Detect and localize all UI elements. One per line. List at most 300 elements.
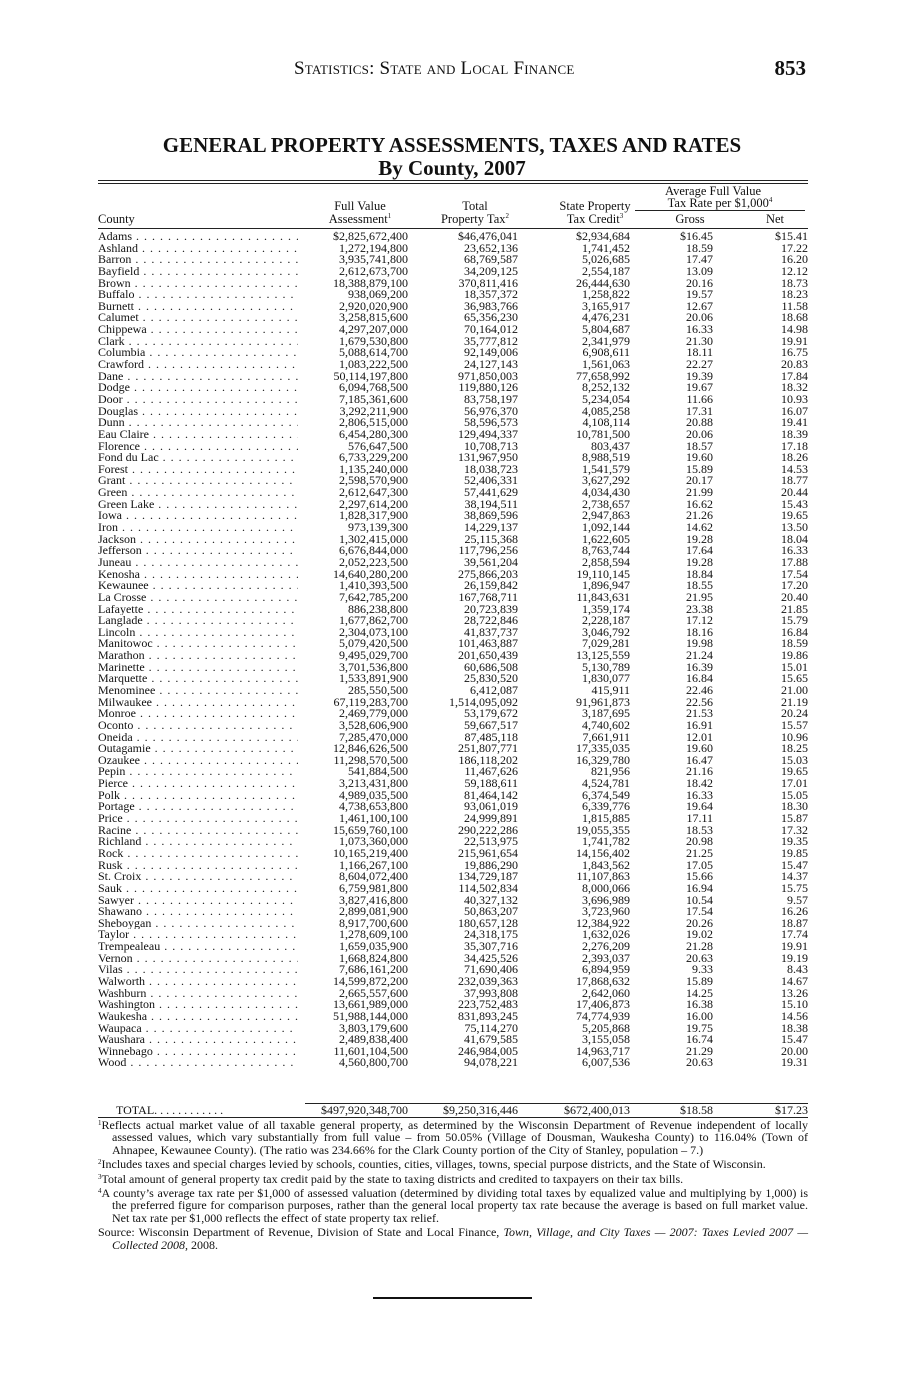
title-line-1: GENERAL PROPERTY ASSESSMENTS, TAXES AND RATES bbox=[162, 133, 742, 157]
net-rate-cell: 17.18 bbox=[781, 438, 808, 453]
net-rate-cell: 15.43 bbox=[781, 496, 808, 511]
county-name: Bayfield . . . bbox=[98, 266, 298, 278]
net-rate-cell: 18.23 bbox=[781, 287, 808, 302]
gross-rate-cell: 15.89 bbox=[686, 974, 713, 988]
net-rate-cell: 18.77 bbox=[781, 473, 808, 488]
full-value-cell: 1,677,862,700 bbox=[339, 613, 408, 628]
county-name: Langlade . . . bbox=[98, 615, 298, 627]
full-value-cell: 14,640,280,200 bbox=[333, 566, 408, 581]
property-tax-cell: 56,976,370 bbox=[464, 403, 518, 418]
tax-credit-cell: 1,830,077 bbox=[582, 671, 630, 686]
gross-rate-cell: 21.25 bbox=[686, 845, 713, 860]
property-tax-cell: 35,307,716 bbox=[464, 939, 518, 954]
property-tax-cell: 70,164,012 bbox=[464, 322, 518, 337]
county-name: Washington . . . bbox=[98, 999, 298, 1011]
tax-credit-cell: 1,632,026 bbox=[582, 927, 630, 942]
table-row bbox=[98, 1057, 808, 1069]
county-name: Dane . . . bbox=[98, 371, 298, 383]
gross-rate-cell: 18.84 bbox=[686, 566, 713, 581]
full-value-cell: 11,298,570,500 bbox=[333, 752, 408, 767]
tax-credit-cell: 2,554,187 bbox=[582, 263, 630, 278]
tax-credit-cell: 803,437 bbox=[591, 438, 630, 453]
property-tax-cell: 81,464,142 bbox=[464, 787, 518, 802]
total-full-value: $497,920,348,700 bbox=[321, 1103, 408, 1117]
net-rate-cell: 9.57 bbox=[787, 892, 808, 907]
full-value-cell: 6,759,981,800 bbox=[339, 880, 408, 895]
property-tax-cell: 58,596,573 bbox=[464, 415, 518, 430]
full-value-cell: 1,278,609,100 bbox=[339, 927, 408, 942]
full-value-cell: $2,825,672,400 bbox=[333, 229, 408, 243]
gross-rate-cell: 16.94 bbox=[686, 880, 713, 895]
gross-rate-cell: 13.09 bbox=[686, 263, 713, 278]
county-name: Florence . . . bbox=[98, 441, 298, 453]
county-name: Eau Claire . . . bbox=[98, 429, 298, 441]
county-name: Burnett . . . bbox=[98, 301, 298, 313]
full-value-header-1: Full Value bbox=[334, 199, 386, 213]
gross-rate-cell: 19.02 bbox=[686, 927, 713, 942]
property-tax-cell: 59,188,611 bbox=[464, 776, 518, 791]
full-value-cell: 1,659,035,900 bbox=[339, 939, 408, 954]
tax-credit-cell: 4,034,430 bbox=[582, 485, 630, 500]
gross-rate-cell: 21.28 bbox=[686, 939, 713, 954]
net-rate-cell: 16.07 bbox=[781, 403, 808, 418]
county-name: Walworth . . . bbox=[98, 976, 298, 988]
property-tax-cell: 87,485,118 bbox=[464, 729, 518, 744]
property-tax-cell: 41,837,737 bbox=[464, 624, 518, 639]
full-value-cell: 3,803,179,600 bbox=[339, 1020, 408, 1035]
page-number: 853 bbox=[774, 56, 806, 80]
county-name: Marathon . . . bbox=[98, 650, 298, 662]
property-tax-cell: 251,807,771 bbox=[458, 741, 518, 756]
gross-rate-cell: 14.25 bbox=[686, 985, 713, 1000]
county-name: Sheboygan . . . bbox=[98, 918, 298, 930]
full-value-cell: 2,612,673,700 bbox=[339, 263, 408, 278]
property-tax-cell: 57,441,629 bbox=[464, 485, 518, 500]
net-rate-cell: 17.01 bbox=[781, 776, 808, 791]
gross-rate-cell: 19.75 bbox=[686, 1020, 713, 1035]
footnote-4: $^4$A county’s average tax rate per $1,000 of assessed valuation (determined by dividing total taxes by equalized value and multiplying by 1,000) is the preferred figure for comparison purposes, rather than the general local property tax rate because the average is based on full market value. Net tax rate per $1,000 reflects the effect of state property tax relief. bbox=[98, 1186, 808, 1225]
gross-rate-cell: 22.56 bbox=[686, 694, 713, 709]
full-value-cell: 2,469,779,000 bbox=[339, 706, 408, 721]
tax-credit-cell: 6,007,536 bbox=[582, 1055, 630, 1070]
full-value-cell: 1,679,530,800 bbox=[339, 333, 408, 348]
full-value-cell: 6,454,280,300 bbox=[339, 426, 408, 441]
full-value-cell: 5,079,420,500 bbox=[339, 636, 408, 651]
net-rate-cell: 15.47 bbox=[781, 1032, 808, 1047]
credit-header-1: State Property bbox=[559, 199, 631, 213]
property-tax-cell: 134,729,187 bbox=[458, 869, 518, 884]
full-value-cell: 1,828,317,900 bbox=[339, 508, 408, 523]
county-name: Kewaunee . . . bbox=[98, 580, 298, 592]
county-header: County bbox=[98, 212, 135, 226]
full-value-cell: 4,989,035,500 bbox=[339, 787, 408, 802]
gross-rate-cell: 22.46 bbox=[686, 682, 713, 697]
county-name: Pierce . . . bbox=[98, 778, 298, 790]
county-name: Ashland . . . bbox=[98, 243, 298, 255]
tax-credit-cell: 2,228,187 bbox=[582, 613, 630, 628]
county-name: Wood . . . bbox=[98, 1057, 298, 1069]
full-value-cell: 886,238,800 bbox=[348, 601, 408, 616]
gross-rate-cell: 20.06 bbox=[686, 426, 713, 441]
full-value-cell: 4,297,207,000 bbox=[339, 322, 408, 337]
net-rate-cell: 17.74 bbox=[781, 927, 808, 942]
net-rate-cell: 17.54 bbox=[781, 566, 808, 581]
property-tax-cell: 36,983,766 bbox=[464, 298, 518, 313]
full-value-cell: 51,988,144,000 bbox=[333, 1008, 408, 1023]
gross-rate-cell: 17.11 bbox=[686, 811, 713, 826]
gross-rate-cell: 20.63 bbox=[686, 1055, 713, 1070]
property-tax-cell: 71,690,406 bbox=[464, 962, 518, 977]
property-tax-cell: 180,657,128 bbox=[458, 915, 518, 930]
footnote-3: $^3$Total amount of general property tax credit paid by the state to taxing districts and credited to taxpayers on their tax bills. bbox=[98, 1171, 684, 1186]
net-rate-cell: 13.26 bbox=[781, 985, 808, 1000]
gross-rate-cell: 18.59 bbox=[686, 240, 713, 255]
footnote-1: $^1$Reflects actual market value of all taxable general property, as determined by the Wisconsin Department of Revenue independent of locally assessed values, which vary substantially from full value – from 50.05% (Village of Dousman, Waukesha County) to 116.04% (Town of Ahnapee, Kewaunee County). (The ratio was 234.66% for the Clark County portion of the City of Stanley, population – 7.) bbox=[98, 1118, 808, 1157]
property-tax-cell: 94,078,221 bbox=[464, 1055, 518, 1070]
full-value-cell: 2,297,614,200 bbox=[339, 496, 408, 511]
tax-credit-cell: 2,858,594 bbox=[582, 554, 630, 569]
full-value-cell: 7,642,785,200 bbox=[339, 589, 408, 604]
gross-rate-cell: 16.33 bbox=[686, 787, 713, 802]
full-value-cell: 1,083,222,500 bbox=[339, 357, 408, 372]
net-rate-cell: 20.24 bbox=[781, 706, 808, 721]
tax-credit-cell: 3,155,058 bbox=[582, 1032, 630, 1047]
property-tax-cell: 24,318,175 bbox=[464, 927, 518, 942]
full-value-cell: 6,676,844,000 bbox=[339, 543, 408, 558]
property-tax-cell: 290,222,286 bbox=[458, 822, 518, 837]
net-rate-cell: 17.32 bbox=[781, 822, 808, 837]
county-name: Menominee . . . bbox=[98, 685, 298, 697]
full-value-cell: 1,073,360,000 bbox=[339, 834, 408, 849]
full-value-cell: 13,661,989,000 bbox=[333, 997, 408, 1012]
net-header: Net bbox=[765, 212, 785, 226]
property-tax-cell: 101,463,887 bbox=[458, 636, 518, 651]
tax-credit-cell: 5,234,054 bbox=[582, 391, 630, 406]
full-value-cell: 285,550,500 bbox=[348, 682, 408, 697]
full-value-cell: 3,258,815,600 bbox=[339, 310, 408, 325]
gross-rate-cell: 16.33 bbox=[686, 322, 713, 337]
gross-rate-cell: 18.53 bbox=[686, 822, 713, 837]
net-rate-cell: 16.75 bbox=[781, 345, 808, 360]
full-value-cell: 3,827,416,800 bbox=[339, 892, 408, 907]
net-rate-cell: 14.98 bbox=[781, 322, 808, 337]
net-rate-cell: 18.68 bbox=[781, 310, 808, 325]
tax-credit-cell: 4,524,781 bbox=[582, 776, 630, 791]
running-header bbox=[98, 56, 806, 82]
tax-credit-cell: 17,335,035 bbox=[576, 741, 630, 756]
net-rate-cell: 15.75 bbox=[781, 880, 808, 895]
county-name: Sawyer . . . bbox=[98, 895, 298, 907]
gross-rate-cell: 9.33 bbox=[692, 962, 713, 977]
tax-credit-cell: 6,374,549 bbox=[582, 787, 630, 802]
county-name: Brown . . . bbox=[98, 278, 298, 290]
total-property-tax: $9,250,316,446 bbox=[443, 1103, 518, 1117]
county-name: Vernon . . . bbox=[98, 953, 298, 965]
county-name: Kenosha . . . bbox=[98, 569, 298, 581]
property-tax-cell: 52,406,331 bbox=[464, 473, 518, 488]
tax-credit-cell: 5,026,685 bbox=[582, 252, 630, 267]
gross-rate-cell: 19.98 bbox=[686, 636, 713, 651]
net-rate-cell: 20.83 bbox=[781, 357, 808, 372]
net-rate-cell: 15.05 bbox=[781, 787, 808, 802]
net-rate-cell: 13.50 bbox=[781, 520, 808, 535]
tax-credit-cell: 5,804,687 bbox=[582, 322, 630, 337]
gross-rate-cell: 21.95 bbox=[686, 589, 713, 604]
tax-credit-cell: 821,956 bbox=[591, 764, 630, 779]
net-rate-cell: 16.84 bbox=[781, 624, 808, 639]
county-name: Douglas . . . bbox=[98, 406, 298, 418]
gross-rate-cell: 14.62 bbox=[686, 520, 713, 535]
property-tax-cell: 22,513,975 bbox=[464, 834, 518, 849]
county-name: Calumet . . . bbox=[98, 312, 298, 324]
full-value-cell: 2,665,557,600 bbox=[339, 985, 408, 1000]
tax-credit-cell: 3,627,292 bbox=[582, 473, 630, 488]
gross-rate-cell: 19.64 bbox=[686, 799, 713, 814]
net-rate-cell: 18.25 bbox=[781, 741, 808, 756]
tax-credit-cell: 11,107,863 bbox=[576, 869, 630, 884]
net-rate-cell: 18.30 bbox=[781, 799, 808, 814]
gross-rate-cell: 18.42 bbox=[686, 776, 713, 791]
property-tax-cell: 14,229,137 bbox=[464, 520, 518, 535]
county-name: Marinette . . . bbox=[98, 662, 298, 674]
county-name: Dodge . . . bbox=[98, 382, 298, 394]
property-tax-cell: 246,984,005 bbox=[458, 1043, 518, 1058]
tax-credit-cell: 8,988,519 bbox=[582, 450, 630, 465]
county-name: Price . . . bbox=[98, 813, 298, 825]
gross-rate-cell: 20.06 bbox=[686, 310, 713, 325]
property-tax-cell: 34,209,125 bbox=[464, 263, 518, 278]
property-tax-cell: 34,425,526 bbox=[464, 950, 518, 965]
total-net: $17.23 bbox=[775, 1103, 808, 1117]
net-rate-cell: 21.19 bbox=[781, 694, 808, 709]
net-rate-cell: 20.40 bbox=[781, 589, 808, 604]
net-rate-cell: 15.65 bbox=[781, 671, 808, 686]
property-tax-cell: 24,127,143 bbox=[464, 357, 518, 372]
gross-rate-cell: 16.84 bbox=[686, 671, 713, 686]
tax-credit-cell: 5,205,868 bbox=[582, 1020, 630, 1035]
full-value-cell: 2,052,223,500 bbox=[339, 554, 408, 569]
full-value-cell: 1,302,415,000 bbox=[339, 531, 408, 546]
property-tax-cell: 38,194,511 bbox=[464, 496, 518, 511]
gross-rate-cell: 23.38 bbox=[686, 601, 713, 616]
property-tax-cell: 75,114,270 bbox=[464, 1020, 518, 1035]
county-name: Juneau . . . bbox=[98, 557, 298, 569]
full-value-header-2: Assessment$^1$ bbox=[328, 212, 392, 226]
tax-credit-cell: 2,276,209 bbox=[582, 939, 630, 954]
gross-rate-cell: 22.27 bbox=[686, 357, 713, 372]
full-value-cell: 973,139,300 bbox=[348, 520, 408, 535]
full-value-cell: 7,285,470,000 bbox=[339, 729, 408, 744]
net-rate-cell: 19.85 bbox=[781, 845, 808, 860]
net-rate-cell: 18.38 bbox=[781, 1020, 808, 1035]
gross-rate-cell: 19.60 bbox=[686, 450, 713, 465]
net-rate-cell: 8.43 bbox=[787, 962, 808, 977]
property-tax-cell: 223,752,483 bbox=[458, 997, 518, 1012]
county-name: Milwaukee . . . bbox=[98, 697, 298, 709]
property-tax-cell: 18,038,723 bbox=[464, 461, 518, 476]
full-value-cell: 2,612,647,300 bbox=[339, 485, 408, 500]
net-rate-cell: 21.00 bbox=[781, 682, 808, 697]
net-rate-cell: 19.31 bbox=[781, 1055, 808, 1070]
tax-credit-cell: 4,740,602 bbox=[582, 717, 630, 732]
county-name: Dunn . . . bbox=[98, 417, 298, 429]
county-name: Oconto . . . bbox=[98, 720, 298, 732]
tax-credit-cell: 8,000,066 bbox=[582, 880, 630, 895]
running-title: Statistics: State and Local Finance bbox=[294, 58, 575, 79]
net-rate-cell: 14.53 bbox=[781, 461, 808, 476]
property-tax-cell: 39,561,204 bbox=[464, 554, 518, 569]
full-value-cell: 4,738,653,800 bbox=[339, 799, 408, 814]
property-tax-cell: 37,993,808 bbox=[464, 985, 518, 1000]
net-rate-cell: 15.01 bbox=[781, 659, 808, 674]
property-tax-cell: 50,863,207 bbox=[464, 904, 518, 919]
property-tax-cell: 68,769,587 bbox=[464, 252, 518, 267]
property-tax-cell: 119,880,126 bbox=[458, 380, 518, 395]
property-tax-cell: 831,893,245 bbox=[458, 1008, 518, 1023]
gross-rate-cell: 21.26 bbox=[686, 508, 713, 523]
county-name: Rock . . . bbox=[98, 848, 298, 860]
property-tax-cell: 10,708,713 bbox=[464, 438, 518, 453]
county-name: Ozaukee . . . bbox=[98, 755, 298, 767]
net-rate-cell: 15.87 bbox=[781, 811, 808, 826]
tax-credit-cell: 2,947,863 bbox=[582, 508, 630, 523]
gross-rate-cell: 17.54 bbox=[686, 904, 713, 919]
full-value-cell: 2,489,838,400 bbox=[339, 1032, 408, 1047]
property-tax-cell: 59,667,517 bbox=[464, 717, 518, 732]
tax-credit-cell: 3,696,989 bbox=[582, 892, 630, 907]
full-value-cell: 2,920,020,900 bbox=[339, 298, 408, 313]
gross-rate-cell: 20.88 bbox=[686, 415, 713, 430]
county-name: Barron . . . bbox=[98, 254, 298, 266]
gross-rate-cell: 10.54 bbox=[686, 892, 713, 907]
county-name: Richland . . . bbox=[98, 836, 298, 848]
county-table bbox=[98, 231, 808, 1069]
net-rate-cell: 10.93 bbox=[781, 391, 808, 406]
tax-credit-cell: 12,384,922 bbox=[576, 915, 630, 930]
county-name: Rusk . . . bbox=[98, 860, 298, 872]
county-name: Marquette . . . bbox=[98, 673, 298, 685]
net-rate-cell: 14.67 bbox=[781, 974, 808, 988]
property-tax-cell: 25,115,368 bbox=[464, 531, 518, 546]
county-name: Jefferson . . . bbox=[98, 545, 298, 557]
property-tax-cell: 131,967,950 bbox=[458, 450, 518, 465]
gross-rate-cell: 18.57 bbox=[686, 438, 713, 453]
tax-credit-cell: 1,741,452 bbox=[582, 240, 630, 255]
property-tax-cell: 117,796,256 bbox=[458, 543, 518, 558]
gross-header: Gross bbox=[675, 212, 705, 226]
county-name: Jackson . . . bbox=[98, 534, 298, 546]
gross-rate-cell: 20.98 bbox=[686, 834, 713, 849]
gross-rate-cell: 21.99 bbox=[686, 485, 713, 500]
tax-credit-cell: 14,963,717 bbox=[576, 1043, 630, 1058]
top-rule bbox=[98, 180, 808, 181]
net-rate-cell: 15.03 bbox=[781, 752, 808, 767]
net-rate-cell: 19.41 bbox=[781, 415, 808, 430]
county-name: Fond du Lac . . . bbox=[98, 452, 298, 464]
property-tax-cell: 38,869,596 bbox=[464, 508, 518, 523]
total-header-1: Total bbox=[462, 199, 488, 213]
tax-credit-cell: 7,661,911 bbox=[582, 729, 630, 744]
full-value-cell: 1,272,194,800 bbox=[339, 240, 408, 255]
county-name: Sauk . . . bbox=[98, 883, 298, 895]
full-value-cell: 2,806,515,000 bbox=[339, 415, 408, 430]
county-name: Portage . . . bbox=[98, 801, 298, 813]
tax-credit-cell: 6,908,611 bbox=[582, 345, 630, 360]
property-tax-cell: 19,886,290 bbox=[464, 857, 518, 872]
county-name: Grant . . . bbox=[98, 475, 298, 487]
property-tax-cell: 93,061,019 bbox=[464, 799, 518, 814]
full-value-cell: 67,119,283,700 bbox=[333, 694, 408, 709]
property-tax-cell: 25,830,520 bbox=[464, 671, 518, 686]
gross-rate-cell: 16.47 bbox=[686, 752, 713, 767]
gross-rate-cell: 20.17 bbox=[686, 473, 713, 488]
tax-credit-cell: 19,055,355 bbox=[576, 822, 630, 837]
county-name: Manitowoc . . . bbox=[98, 638, 298, 650]
property-tax-cell: 23,652,136 bbox=[464, 240, 518, 255]
property-tax-cell: 186,118,202 bbox=[458, 752, 518, 767]
full-value-cell: 9,495,029,700 bbox=[339, 648, 408, 663]
tax-credit-cell: 2,642,060 bbox=[582, 985, 630, 1000]
gross-rate-cell: 19.67 bbox=[686, 380, 713, 395]
net-rate-cell: 18.04 bbox=[781, 531, 808, 546]
tax-credit-cell: 4,085,258 bbox=[582, 403, 630, 418]
footnote-2: $^2$Includes taxes and special charges levied by schools, counties, cities, villages, towns, special purpose districts, and the State of Wisconsin. bbox=[98, 1157, 766, 1172]
tax-credit-cell: 10,781,500 bbox=[576, 426, 630, 441]
tax-credit-cell: 3,165,917 bbox=[582, 298, 630, 313]
tax-credit-cell: 1,741,782 bbox=[582, 834, 630, 849]
tax-credit-cell: 3,046,792 bbox=[582, 624, 630, 639]
gross-rate-cell: 19.60 bbox=[686, 741, 713, 756]
net-rate-cell: 18.39 bbox=[781, 426, 808, 441]
county-name: Iron . . . bbox=[98, 522, 298, 534]
net-rate-cell: 19.35 bbox=[781, 834, 808, 849]
property-tax-cell: 40,327,132 bbox=[464, 892, 518, 907]
gross-rate-cell: 16.74 bbox=[686, 1032, 713, 1047]
county-name: Pepin . . . bbox=[98, 766, 298, 778]
tax-credit-cell: 2,393,037 bbox=[582, 950, 630, 965]
net-rate-cell: 18.59 bbox=[781, 636, 808, 651]
county-name: La Crosse . . . bbox=[98, 592, 298, 604]
full-value-cell: 1,166,267,100 bbox=[339, 857, 408, 872]
tax-credit-cell: 1,896,947 bbox=[582, 578, 630, 593]
property-tax-cell: 215,961,654 bbox=[458, 845, 518, 860]
rate-subheader: Tax Rate per $1,000$^4$ bbox=[635, 197, 805, 211]
total-label: TOTAL. . . . . . . . . . . . bbox=[116, 1103, 224, 1117]
tax-credit-cell: 1,622,605 bbox=[582, 531, 630, 546]
tax-credit-cell: 8,252,132 bbox=[582, 380, 630, 395]
tax-credit-cell: 19,110,145 bbox=[576, 566, 630, 581]
net-rate-cell: 19.65 bbox=[781, 764, 808, 779]
tax-credit-cell: 6,894,959 bbox=[582, 962, 630, 977]
full-value-cell: 7,686,161,200 bbox=[339, 962, 408, 977]
net-rate-cell: 12.12 bbox=[781, 263, 808, 278]
net-rate-cell: 16.33 bbox=[781, 543, 808, 558]
full-value-cell: 8,604,072,400 bbox=[339, 869, 408, 884]
county-name: Shawano . . . bbox=[98, 906, 298, 918]
tax-credit-cell: 5,130,789 bbox=[582, 659, 630, 674]
county-name: Polk . . . bbox=[98, 790, 298, 802]
tax-credit-cell: 8,763,744 bbox=[582, 543, 630, 558]
property-tax-cell: 167,768,711 bbox=[458, 589, 518, 604]
tax-credit-cell: 1,541,579 bbox=[582, 461, 630, 476]
county-name: Winnebago . . . bbox=[98, 1046, 298, 1058]
full-value-cell: 1,668,824,800 bbox=[339, 950, 408, 965]
total-credit: $672,400,013 bbox=[564, 1103, 630, 1117]
end-rule bbox=[373, 1297, 532, 1299]
net-rate-cell: 20.00 bbox=[781, 1043, 808, 1058]
property-tax-cell: 370,811,416 bbox=[458, 275, 518, 290]
net-rate-cell: 19.91 bbox=[781, 333, 808, 348]
